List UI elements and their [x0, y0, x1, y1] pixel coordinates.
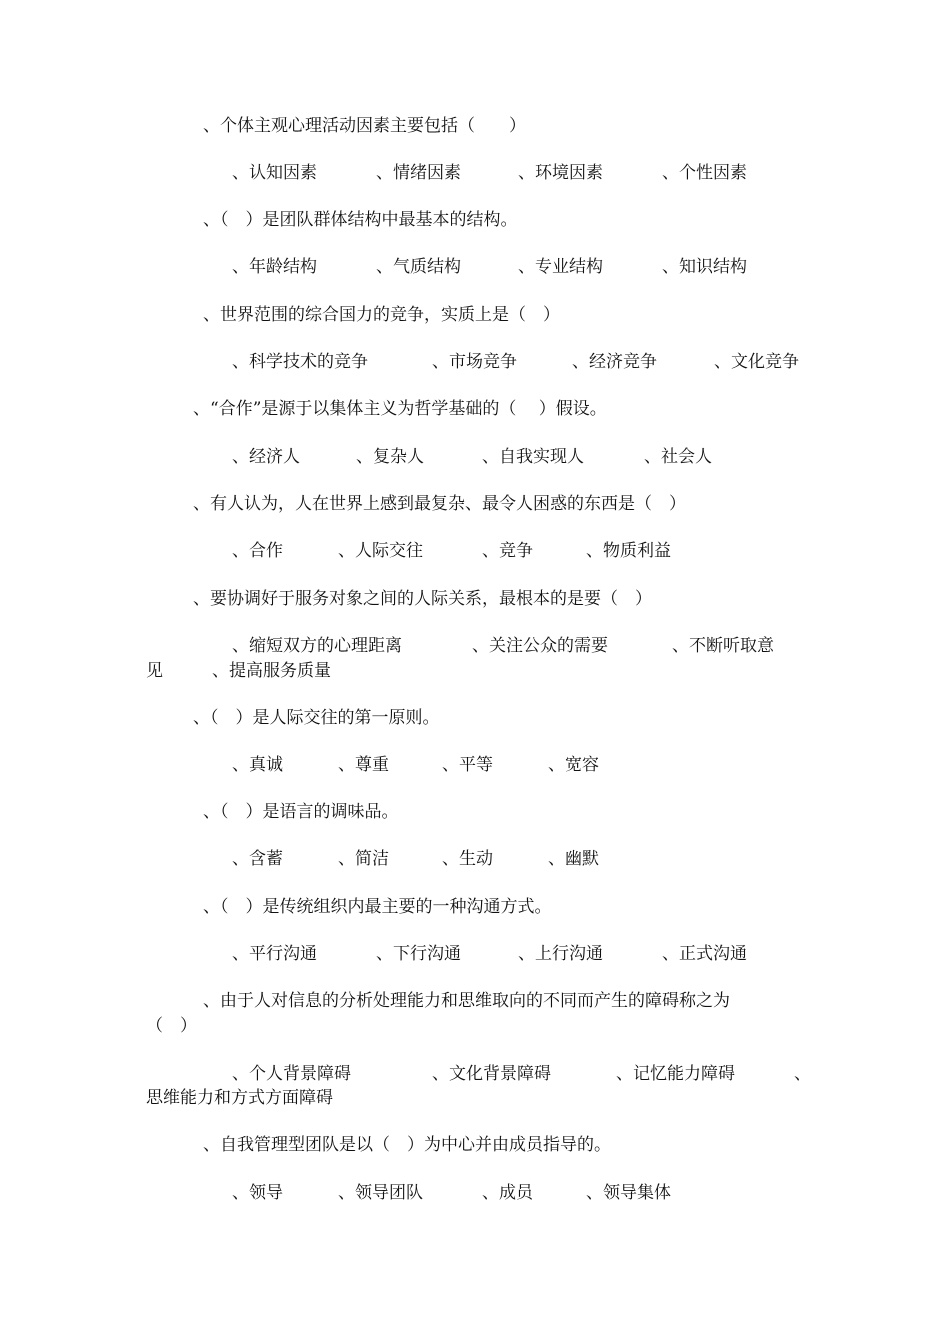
option-a: 、平行沟通 [232, 944, 317, 964]
option-b: 、人际交往 [338, 541, 423, 561]
option-a: 、领导 [232, 1183, 283, 1203]
option-d: 、社会人 [644, 447, 712, 467]
question-stem: 、世界范围的综合国力的竞争，实质上是（ ） [203, 305, 560, 325]
option-a: 、经济人 [232, 447, 300, 467]
option-a: 、真诚 [232, 755, 283, 775]
question-stem: 、有人认为，人在世界上感到最复杂、最令人困惑的东西是（ ） [193, 494, 686, 514]
option-c: 、自我实现人 [482, 447, 584, 467]
option-d: 、个性因素 [662, 163, 747, 183]
option-b: 、市场竞争 [432, 352, 517, 372]
option-d: 、领导集体 [586, 1183, 671, 1203]
question-stem-continued: （ ） [146, 1016, 197, 1036]
option-a: 、缩短双方的心理距离 [232, 636, 402, 656]
question-stem: 、（ ）是语言的调味品。 [203, 802, 399, 822]
option-d: 、知识结构 [662, 257, 747, 277]
option-b: 、气质结构 [376, 257, 461, 277]
option-a: 、认知因素 [232, 163, 317, 183]
option-c: 、生动 [442, 849, 493, 869]
option-c: 、记忆能力障碍 [616, 1064, 735, 1084]
option-d: 、正式沟通 [662, 944, 747, 964]
option-b: 、简洁 [338, 849, 389, 869]
option-c-continued: 见 [146, 661, 163, 681]
option-c: 、经济竞争 [572, 352, 657, 372]
option-d: 、文化竞争 [714, 352, 799, 372]
option-c: 、不断听取意 [672, 636, 774, 656]
option-b: 、关注公众的需要 [472, 636, 608, 656]
option-d-marker: 、 [794, 1064, 811, 1084]
option-c: 、成员 [482, 1183, 533, 1203]
question-stem: 、个体主观心理活动因素主要包括（ ） [203, 116, 526, 136]
question-stem: 、（ ）是人际交往的第一原则。 [193, 708, 440, 728]
option-a: 、科学技术的竞争 [232, 352, 368, 372]
option-c: 、竞争 [482, 541, 533, 561]
option-b: 、复杂人 [356, 447, 424, 467]
option-c: 、上行沟通 [518, 944, 603, 964]
option-b: 、下行沟通 [376, 944, 461, 964]
option-b: 、领导团队 [338, 1183, 423, 1203]
option-a: 、合作 [232, 541, 283, 561]
question-stem: 、要协调好于服务对象之间的人际关系，最根本的是要（ ） [193, 589, 652, 609]
option-d: 、幽默 [548, 849, 599, 869]
option-d: 思维能力和方式方面障碍 [146, 1088, 333, 1108]
option-b: 、情绪因素 [376, 163, 461, 183]
question-stem: 、由于人对信息的分析处理能力和思维取向的不同而产生的障碍称之为 [203, 991, 730, 1011]
question-stem: 、（ ）是传统组织内最主要的一种沟通方式。 [203, 897, 552, 917]
question-stem: 、“合作”是源于以集体主义为哲学基础的（ ）假设。 [193, 399, 607, 419]
option-c: 、环境因素 [518, 163, 603, 183]
option-a: 、个人背景障碍 [232, 1064, 351, 1084]
option-a: 、年龄结构 [232, 257, 317, 277]
option-b: 、文化背景障碍 [432, 1064, 551, 1084]
option-c: 、平等 [442, 755, 493, 775]
question-stem: 、（ ）是团队群体结构中最基本的结构。 [203, 210, 518, 230]
option-b: 、尊重 [338, 755, 389, 775]
option-d: 、宽容 [548, 755, 599, 775]
option-a: 、含蓄 [232, 849, 283, 869]
question-stem: 、自我管理型团队是以（ ）为中心并由成员指导的。 [203, 1135, 611, 1155]
option-c: 、专业结构 [518, 257, 603, 277]
option-d: 、物质利益 [586, 541, 671, 561]
option-d: 、提高服务质量 [212, 661, 331, 681]
